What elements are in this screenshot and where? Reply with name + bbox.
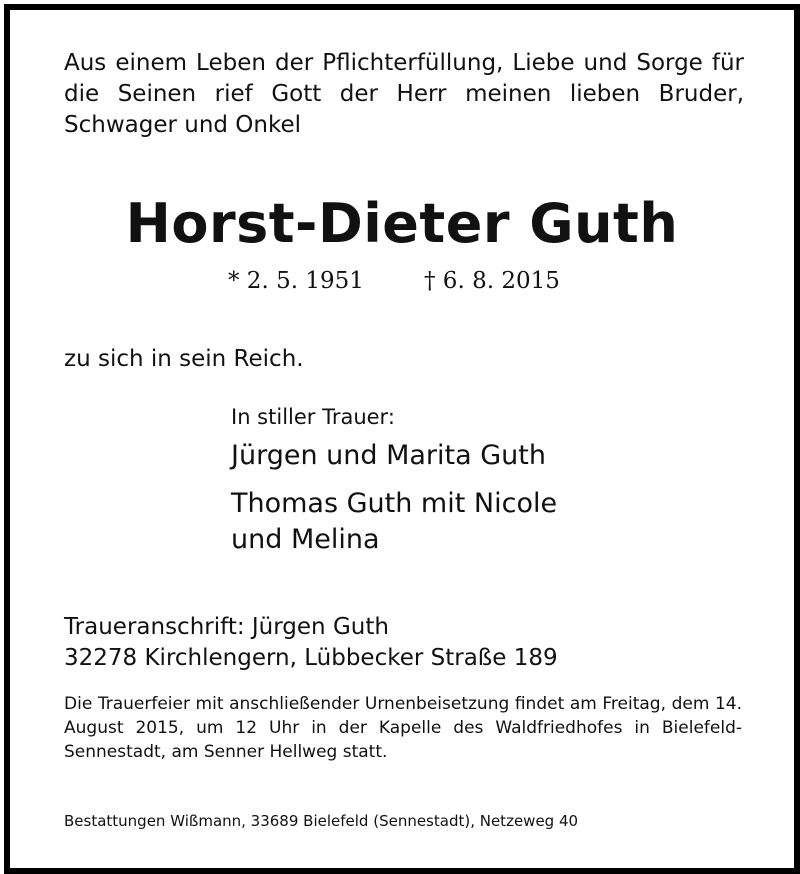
- deceased-name: Horst-Dieter Guth: [125, 192, 679, 255]
- mourning-address: [64, 612, 558, 674]
- undertaker-info: Bestattungen Wißmann, 33689 Bielefeld (Sennestadt), Netzeweg 40: [64, 812, 579, 830]
- mourner-line: Thomas Guth mit Nicole: [231, 488, 558, 519]
- closing-text: zu sich in sein Reich.: [64, 346, 304, 372]
- intro-text: Aus einem Leben der Pflichterfüllung, Liebe und Sorge für die Seinen rief Gott der Herr meinen lieben Bruder, Schwager und Onkel: [64, 50, 744, 138]
- ceremony-info: Die Trauerfeier mit anschließender Urnenbeisetzung findet am Freitag, dem 14. August 2015, um 12 Uhr in der Kapelle des Waldfriedhofes in Bielefeld-Sennestadt, am Senner Hellweg statt.: [64, 694, 742, 762]
- mourners-block: [231, 402, 751, 558]
- mourner-entry: Jürgen und Marita Guth: [231, 440, 546, 471]
- death-date: † 6. 8. 2015: [424, 268, 560, 294]
- life-dates: [228, 266, 648, 296]
- birth-date: * 2. 5. 1951: [228, 268, 364, 294]
- obituary-notice: [4, 4, 800, 874]
- address-line: Traueranschrift: Jürgen Guth: [64, 614, 389, 640]
- mourner-entry: [231, 486, 751, 558]
- address-line: 32278 Kirchlengern, Lübbecker Straße 189: [64, 645, 558, 671]
- mourning-label: In stiller Trauer:: [231, 405, 395, 429]
- mourner-line: und Melina: [231, 524, 380, 555]
